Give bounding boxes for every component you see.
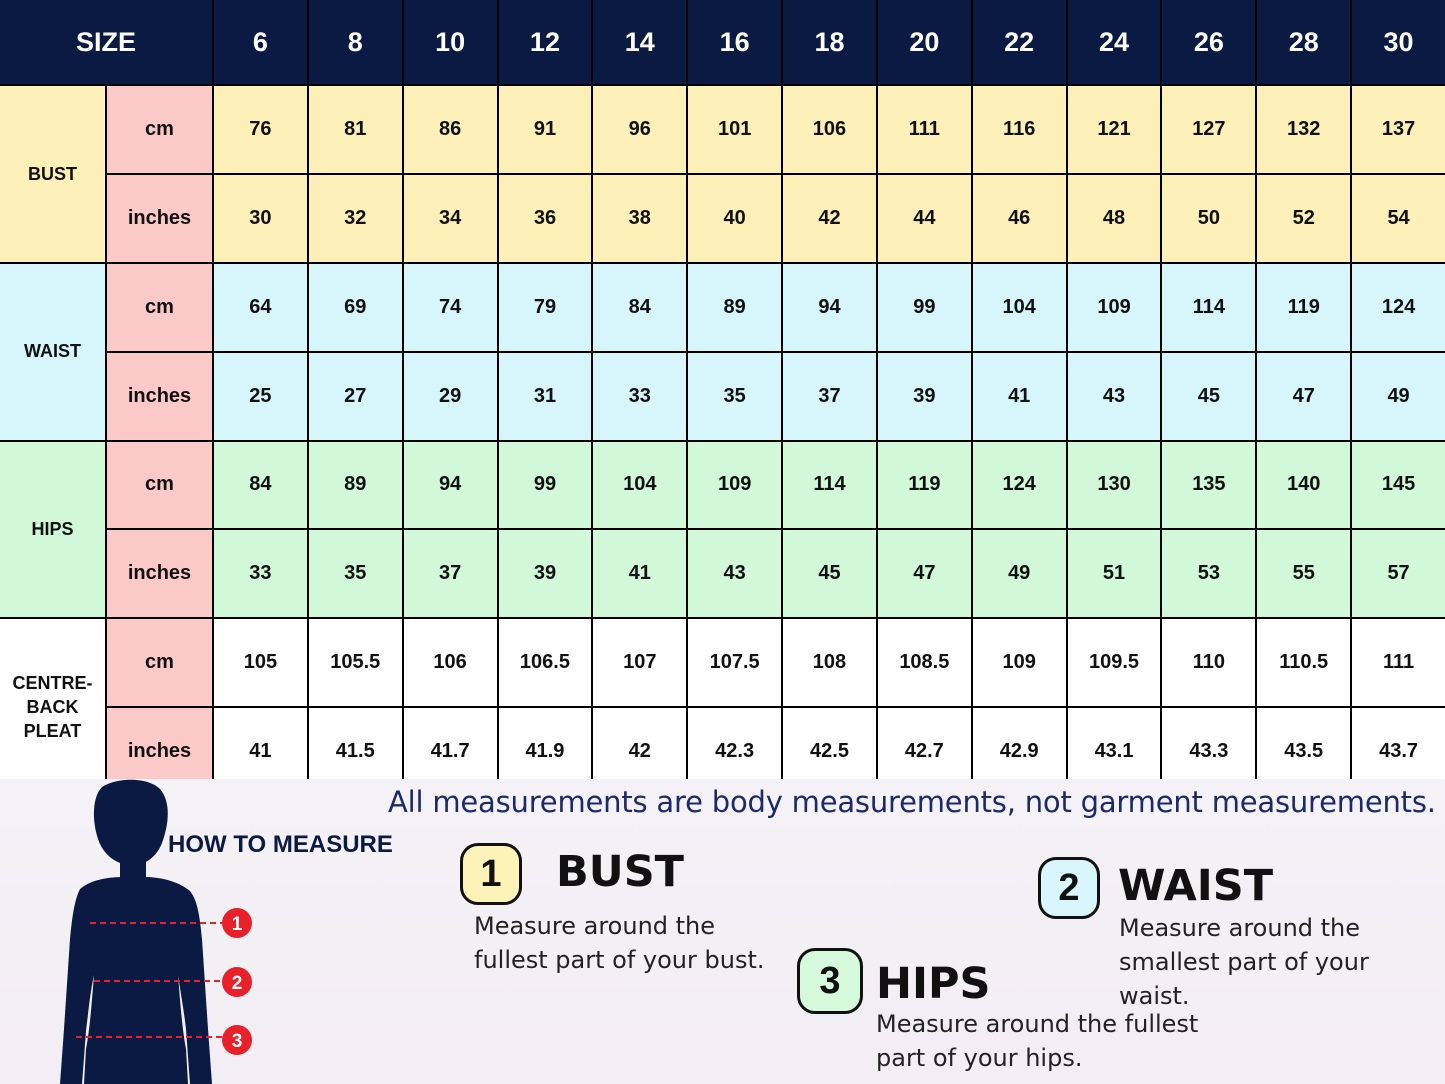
table-cell: 55: [1257, 530, 1350, 617]
table-cell: 45: [1162, 353, 1255, 440]
table-cell: 91: [499, 86, 592, 173]
table-cell: 35: [688, 353, 781, 440]
table-cell: 48: [1068, 175, 1161, 262]
table-cell: 107.5: [688, 619, 781, 706]
size-header-30: 30: [1352, 0, 1445, 84]
table-cell: 46: [973, 175, 1066, 262]
waist-unit-inches: inches: [107, 353, 212, 440]
table-cell: 42.3: [688, 708, 781, 795]
body-silhouette-icon: [40, 779, 243, 1084]
table-cell: 49: [973, 530, 1066, 617]
table-cell: 105.5: [309, 619, 402, 706]
size-header-22: 22: [973, 0, 1066, 84]
table-cell: 105: [214, 619, 307, 706]
table-cell: 33: [593, 353, 686, 440]
table-cell: 76: [214, 86, 307, 173]
table-cell: 114: [783, 442, 876, 529]
table-cell: 111: [878, 86, 971, 173]
waist-step-title: WAIST: [1118, 861, 1274, 911]
table-cell: 110.5: [1257, 619, 1350, 706]
table-cell: 43.3: [1162, 708, 1255, 795]
bust-step-badge: 1: [460, 843, 522, 905]
bust-step-title: BUST: [556, 847, 684, 897]
table-cell: 109: [688, 442, 781, 529]
table-cell: 124: [1352, 264, 1445, 351]
hips-step-title: HIPS: [876, 959, 991, 1009]
size-header-26: 26: [1162, 0, 1255, 84]
table-cell: 39: [878, 353, 971, 440]
table-cell: 42: [783, 175, 876, 262]
waist-unit-cm: cm: [107, 264, 212, 351]
table-cell: 96: [593, 86, 686, 173]
table-cell: 119: [878, 442, 971, 529]
bust-unit-cm: cm: [107, 86, 212, 173]
table-cell: 54: [1352, 175, 1445, 262]
table-cell: 110: [1162, 619, 1255, 706]
table-cell: 119: [1257, 264, 1350, 351]
table-cell: 32: [309, 175, 402, 262]
table-cell: 137: [1352, 86, 1445, 173]
table-cell: 53: [1162, 530, 1255, 617]
table-cell: 29: [404, 353, 497, 440]
table-cell: 84: [593, 264, 686, 351]
table-cell: 127: [1162, 86, 1255, 173]
table-cell: 47: [878, 530, 971, 617]
hips-step-badge: 3: [797, 948, 863, 1014]
silhouette-figure: [60, 780, 212, 1084]
table-cell: 132: [1257, 86, 1350, 173]
table-cell: 106: [404, 619, 497, 706]
waist-step-description: [1119, 911, 1441, 1013]
size-header-24: 24: [1068, 0, 1161, 84]
table-cell: 99: [499, 442, 592, 529]
marker-3: [222, 1025, 252, 1055]
table-cell: 69: [309, 264, 402, 351]
table-cell: 108: [783, 619, 876, 706]
waist-step-description-line1: Measure around the: [1119, 914, 1361, 942]
table-cell: 27: [309, 353, 402, 440]
table-cell: 86: [404, 86, 497, 173]
table-cell: 116: [973, 86, 1066, 173]
marker-3-label: 3: [231, 1031, 243, 1052]
hips-unit-cm: cm: [107, 442, 212, 529]
marker-2: [222, 967, 252, 997]
table-cell: 43.5: [1257, 708, 1350, 795]
table-cell: 89: [309, 442, 402, 529]
table-cell: 104: [593, 442, 686, 529]
bust-step-description-line2: fullest part of your bust.: [474, 946, 765, 974]
table-cell: 101: [688, 86, 781, 173]
table-cell: 31: [499, 353, 592, 440]
table-cell: 94: [783, 264, 876, 351]
table-cell: 94: [404, 442, 497, 529]
table-cell: 106.5: [499, 619, 592, 706]
table-cell: 37: [404, 530, 497, 617]
size-header-label: SIZE: [0, 0, 212, 84]
table-cell: 43.7: [1352, 708, 1445, 795]
table-cell: 33: [214, 530, 307, 617]
table-cell: 41.5: [309, 708, 402, 795]
table-cell: 43: [688, 530, 781, 617]
table-cell: 25: [214, 353, 307, 440]
table-cell: 108.5: [878, 619, 971, 706]
hips-step-description-line2: part of your hips.: [876, 1044, 1083, 1072]
size-header-28: 28: [1257, 0, 1350, 84]
table-cell: 99: [878, 264, 971, 351]
table-cell: 45: [783, 530, 876, 617]
table-cell: 109: [973, 619, 1066, 706]
table-cell: 42.7: [878, 708, 971, 795]
size-header-20: 20: [878, 0, 971, 84]
waist-step-badge: 2: [1038, 857, 1100, 919]
table-cell: 140: [1257, 442, 1350, 529]
table-cell: 104: [973, 264, 1066, 351]
how-to-measure-title: HOW TO MEASURE: [168, 831, 393, 858]
group-label-hips: HIPS: [0, 442, 105, 618]
size-header-14: 14: [593, 0, 686, 84]
table-cell: 49: [1352, 353, 1445, 440]
table-cell: 121: [1068, 86, 1161, 173]
table-cell: 37: [783, 353, 876, 440]
marker-2-label: 2: [231, 973, 243, 994]
hips-step-description: [876, 1007, 1216, 1075]
bust-step-description: [474, 909, 834, 977]
size-header-6: 6: [214, 0, 307, 84]
table-cell: 107: [593, 619, 686, 706]
table-cell: 57: [1352, 530, 1445, 617]
table-cell: 43: [1068, 353, 1161, 440]
table-cell: 52: [1257, 175, 1350, 262]
group-label-waist: WAIST: [0, 264, 105, 440]
group-label-cbp: CENTRE- BACK PLEAT: [0, 619, 105, 795]
marker-1-label: 1: [231, 914, 243, 935]
table-cell: 50: [1162, 175, 1255, 262]
bust-unit-inches: inches: [107, 175, 212, 262]
table-cell: 47: [1257, 353, 1350, 440]
table-cell: 41: [973, 353, 1066, 440]
table-cell: 114: [1162, 264, 1255, 351]
table-cell: 43.1: [1068, 708, 1161, 795]
table-cell: 84: [214, 442, 307, 529]
table-cell: 41: [593, 530, 686, 617]
bust-step-description-line1: Measure around the: [474, 912, 716, 940]
table-cell: 41.7: [404, 708, 497, 795]
table-cell: 89: [688, 264, 781, 351]
table-cell: 79: [499, 264, 592, 351]
table-cell: 124: [973, 442, 1066, 529]
table-cell: 34: [404, 175, 497, 262]
hips-step-description-line1: Measure around the fullest: [876, 1010, 1199, 1038]
table-cell: 74: [404, 264, 497, 351]
table-cell: 109: [1068, 264, 1161, 351]
measurement-note: All measurements are body measurements, not garment measurements.: [388, 785, 1436, 819]
table-cell: 130: [1068, 442, 1161, 529]
size-header-8: 8: [309, 0, 402, 84]
size-header-16: 16: [688, 0, 781, 84]
cbp-unit-inches: inches: [107, 708, 212, 795]
size-header-18: 18: [783, 0, 876, 84]
table-cell: 106: [783, 86, 876, 173]
table-cell: 109.5: [1068, 619, 1161, 706]
table-cell: 36: [499, 175, 592, 262]
table-cell: 42.5: [783, 708, 876, 795]
table-cell: 41.9: [499, 708, 592, 795]
waist-step-description-line2: smallest part of your waist.: [1119, 948, 1369, 1010]
table-cell: 41: [214, 708, 307, 795]
table-cell: 38: [593, 175, 686, 262]
marker-1: [222, 908, 252, 938]
table-cell: 30: [214, 175, 307, 262]
table-cell: 40: [688, 175, 781, 262]
hips-unit-inches: inches: [107, 530, 212, 617]
table-cell: 145: [1352, 442, 1445, 529]
table-cell: 42.9: [973, 708, 1066, 795]
size-header-12: 12: [499, 0, 592, 84]
cbp-unit-cm: cm: [107, 619, 212, 706]
table-cell: 135: [1162, 442, 1255, 529]
table-cell: 111: [1352, 619, 1445, 706]
table-cell: 39: [499, 530, 592, 617]
table-cell: 35: [309, 530, 402, 617]
table-cell: 44: [878, 175, 971, 262]
how-to-measure-section: [0, 779, 1445, 1084]
table-cell: 81: [309, 86, 402, 173]
table-cell: 64: [214, 264, 307, 351]
size-header-10: 10: [404, 0, 497, 84]
table-cell: 51: [1068, 530, 1161, 617]
table-cell: 42: [593, 708, 686, 795]
group-label-bust: BUST: [0, 86, 105, 262]
